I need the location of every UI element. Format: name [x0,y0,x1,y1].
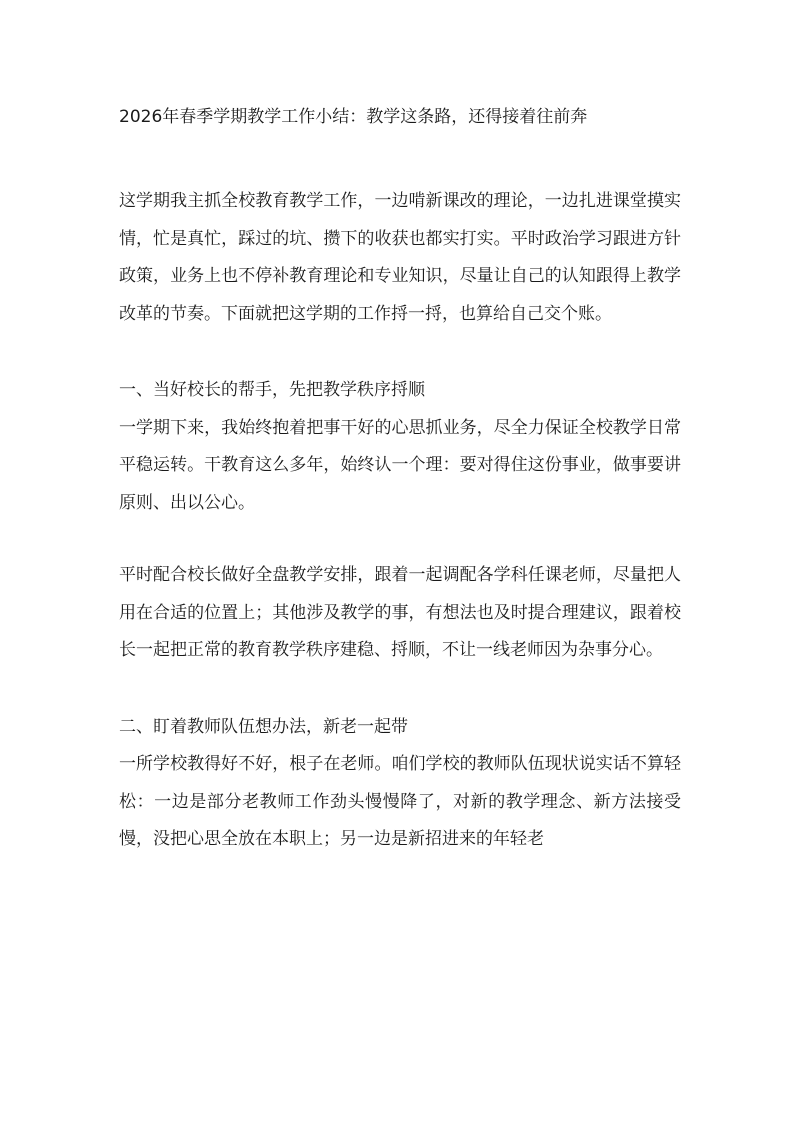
section-2-heading: 二、盯着教师队伍想办法，新老一起带 [119,716,408,737]
section-1-paragraph-2: 平时配合校长做好全盘教学安排，跟着一起调配各学科任课老师，尽量把人用在合适的位置上；其他涉及教学的事，有想法也及时提合理建议，跟着校长一起把正常的教育教学秩序建稳、捋顺，不让一线老师因为杂事分心。 [119,565,681,660]
document-title: 2026年春季学期教学工作小结：教学这条路，还得接着往前奔 [119,107,588,127]
document-body [119,102,681,859]
section-2-paragraph-1: 一所学校教得好不好，根子在老师。咱们学校的教师队伍现状说实话不算轻松：一边是部分老教师工作劲头慢慢降了，对新的教学理念、新方法接受慢，没把心思全放在本职上；另一边是新招进来的年轻老 [119,754,681,849]
intro-paragraph: 这学期我主抓全校教育教学工作，一边啃新课改的理论，一边扎进课堂摸实情，忙是真忙，踩过的坑、攒下的收获也都实打实。平时政治学习跟进方针政策，业务上也不停补教育理论和专业知识，尽量让自己的认知跟得上教学改革的节奏。下面就把这学期的工作捋一捋，也算给自己交个账。 [119,191,681,324]
section-1-heading: 一、当好校长的帮手，先把教学秩序捋顺 [119,380,425,400]
section-1-paragraph-1: 一学期下来，我始终抱着把事干好的心思抓业务，尽全力保证全校教学日常平稳运转。干教育这么多年，始终认一个理：要对得住这份事业，做事要讲原则、出以公心。 [119,417,681,513]
